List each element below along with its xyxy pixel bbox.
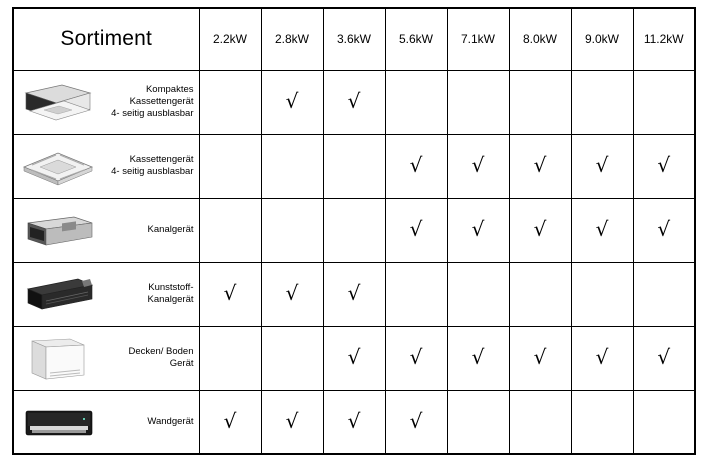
product-name-line: 4- seitig ausblasbar bbox=[111, 166, 194, 177]
availability-cell bbox=[385, 262, 447, 326]
product-info bbox=[14, 391, 199, 454]
availability-cell bbox=[199, 390, 261, 454]
product-info bbox=[14, 71, 199, 134]
checkmark-icon: √ bbox=[533, 217, 547, 241]
checkmark-icon: √ bbox=[347, 281, 361, 305]
product-info bbox=[14, 199, 199, 262]
table-row bbox=[13, 134, 695, 198]
availability-cell bbox=[571, 198, 633, 262]
checkmark-icon: √ bbox=[471, 153, 485, 177]
checkmark-icon: √ bbox=[595, 345, 609, 369]
availability-cell bbox=[323, 390, 385, 454]
duct-unit-image bbox=[22, 207, 94, 253]
checkmark-icon: √ bbox=[657, 345, 671, 369]
checkmark-icon: √ bbox=[409, 217, 423, 241]
availability-cell bbox=[633, 262, 695, 326]
checkmark-icon: √ bbox=[595, 217, 609, 241]
availability-cell bbox=[261, 198, 323, 262]
checkmark-icon: √ bbox=[285, 281, 299, 305]
availability-cell bbox=[571, 262, 633, 326]
product-name bbox=[94, 84, 194, 120]
availability-cell bbox=[261, 390, 323, 454]
availability-cell bbox=[261, 134, 323, 198]
product-name bbox=[94, 346, 194, 370]
availability-cell bbox=[323, 198, 385, 262]
availability-cell bbox=[633, 70, 695, 134]
table-row bbox=[13, 390, 695, 454]
product-cell bbox=[13, 134, 199, 198]
table-row bbox=[13, 326, 695, 390]
size-header: 5.6kW bbox=[385, 8, 447, 70]
product-name-line: Kassettengerät bbox=[129, 96, 194, 107]
availability-cell bbox=[509, 134, 571, 198]
product-name-line: Gerät bbox=[169, 358, 194, 369]
ceiling-floor-unit-image bbox=[22, 335, 94, 381]
size-header: 8.0kW bbox=[509, 8, 571, 70]
availability-cell bbox=[199, 134, 261, 198]
size-header: 7.1kW bbox=[447, 8, 509, 70]
checkmark-icon: √ bbox=[409, 408, 423, 433]
availability-cell bbox=[385, 70, 447, 134]
product-name-line: Decken/ Boden bbox=[128, 346, 194, 357]
checkmark-icon: √ bbox=[223, 408, 237, 433]
product-cell bbox=[13, 390, 199, 454]
table-row bbox=[13, 262, 695, 326]
availability-cell bbox=[447, 70, 509, 134]
table-title: Sortiment bbox=[13, 8, 199, 70]
checkmark-icon: √ bbox=[471, 345, 485, 369]
size-header: 9.0kW bbox=[571, 8, 633, 70]
checkmark-icon: √ bbox=[409, 345, 423, 369]
product-name-line: Wandgerät bbox=[147, 415, 194, 427]
product-name-line: Kunststoff- bbox=[148, 282, 194, 293]
checkmark-icon: √ bbox=[533, 345, 547, 369]
availability-cell bbox=[509, 390, 571, 454]
availability-cell bbox=[447, 326, 509, 390]
availability-cell bbox=[261, 326, 323, 390]
checkmark-icon: √ bbox=[347, 345, 361, 369]
plastic-duct-unit-image bbox=[22, 271, 94, 317]
size-header: 2.8kW bbox=[261, 8, 323, 70]
availability-cell bbox=[447, 390, 509, 454]
product-cell bbox=[13, 262, 199, 326]
availability-cell bbox=[385, 134, 447, 198]
availability-cell bbox=[633, 198, 695, 262]
product-info bbox=[14, 327, 199, 390]
availability-cell bbox=[385, 390, 447, 454]
product-info bbox=[14, 263, 199, 326]
availability-cell bbox=[447, 262, 509, 326]
table-body bbox=[13, 70, 695, 454]
product-name bbox=[94, 224, 194, 236]
product-name-line: Kompaktes bbox=[145, 84, 194, 95]
availability-cell bbox=[571, 390, 633, 454]
availability-cell bbox=[633, 390, 695, 454]
product-name-line: 4- seitig ausblasbar bbox=[111, 108, 194, 119]
availability-cell bbox=[633, 134, 695, 198]
availability-cell bbox=[199, 326, 261, 390]
availability-cell bbox=[323, 134, 385, 198]
availability-cell bbox=[447, 134, 509, 198]
product-cell bbox=[13, 70, 199, 134]
checkmark-icon: √ bbox=[657, 153, 671, 177]
checkmark-icon: √ bbox=[285, 89, 299, 113]
availability-cell bbox=[323, 326, 385, 390]
availability-cell bbox=[571, 134, 633, 198]
availability-cell bbox=[261, 70, 323, 134]
availability-cell bbox=[509, 198, 571, 262]
size-header: 2.2kW bbox=[199, 8, 261, 70]
product-cell bbox=[13, 198, 199, 262]
product-info bbox=[14, 135, 199, 198]
checkmark-icon: √ bbox=[657, 217, 671, 241]
wall-unit-image bbox=[22, 399, 94, 445]
size-header: 11.2kW bbox=[633, 8, 695, 70]
product-name bbox=[94, 154, 194, 178]
product-name-line: Kassettengerät bbox=[129, 154, 194, 165]
checkmark-icon: √ bbox=[533, 153, 547, 177]
availability-cell bbox=[385, 198, 447, 262]
table-row bbox=[13, 198, 695, 262]
checkmark-icon: √ bbox=[409, 153, 423, 177]
product-name-line: Kanalgerät bbox=[147, 224, 194, 235]
table-row bbox=[13, 70, 695, 134]
availability-cell bbox=[571, 326, 633, 390]
product-cell bbox=[13, 326, 199, 390]
availability-cell bbox=[261, 262, 323, 326]
checkmark-icon: √ bbox=[347, 89, 361, 113]
checkmark-icon: √ bbox=[471, 217, 485, 241]
product-range-table bbox=[12, 7, 696, 455]
availability-cell bbox=[447, 198, 509, 262]
size-header: 3.6kW bbox=[323, 8, 385, 70]
availability-cell bbox=[199, 70, 261, 134]
checkmark-icon: √ bbox=[347, 408, 361, 433]
availability-cell bbox=[199, 198, 261, 262]
product-name bbox=[94, 416, 194, 428]
product-name-line: Kanalgerät bbox=[147, 294, 194, 305]
cassette-unit-image bbox=[22, 143, 94, 189]
availability-cell bbox=[385, 326, 447, 390]
availability-cell bbox=[509, 262, 571, 326]
product-name bbox=[94, 282, 194, 306]
compact-cassette-unit-image bbox=[22, 79, 94, 125]
availability-cell bbox=[571, 70, 633, 134]
availability-cell bbox=[509, 70, 571, 134]
checkmark-icon: √ bbox=[595, 153, 609, 177]
checkmark-icon: √ bbox=[223, 281, 237, 305]
checkmark-icon: √ bbox=[285, 408, 299, 433]
availability-cell bbox=[509, 326, 571, 390]
availability-cell bbox=[199, 262, 261, 326]
availability-cell bbox=[633, 326, 695, 390]
availability-cell bbox=[323, 262, 385, 326]
header-row bbox=[13, 8, 695, 70]
availability-cell bbox=[323, 70, 385, 134]
